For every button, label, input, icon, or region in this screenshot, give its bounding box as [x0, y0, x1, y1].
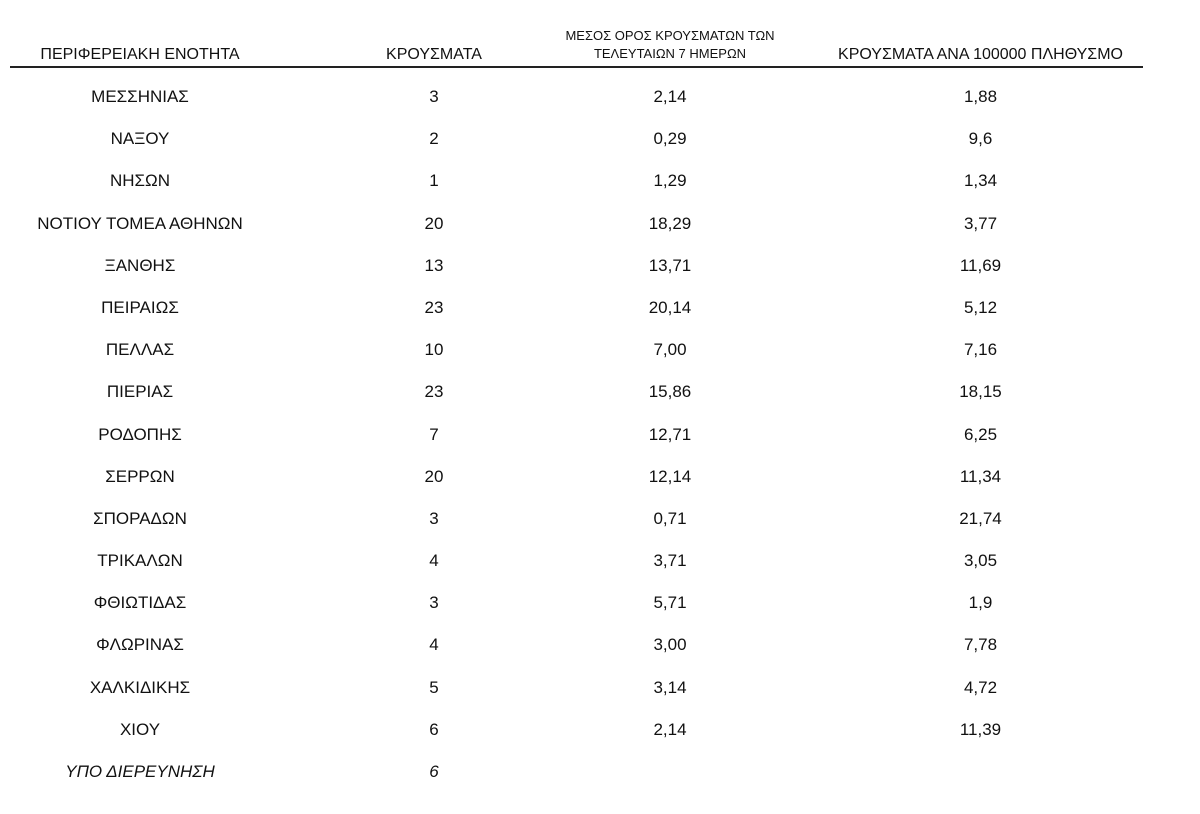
- cell-cases-per-100k: 11,39: [959, 719, 1002, 739]
- cell-avg-7-days: 12,14: [648, 466, 692, 486]
- cell-cases-per-100k: 3,05: [963, 551, 998, 571]
- cell-region: ΥΠΟ ΔΙΕΡΕΥΝΗΣΗ: [65, 762, 215, 781]
- cell-cases: 1: [429, 171, 439, 191]
- table-row: [0, 668, 1200, 710]
- table-row: [0, 625, 1200, 667]
- cell-cases-per-100k: 1,34: [963, 171, 998, 191]
- cell-cases-per-100k: 7,16: [963, 340, 998, 360]
- table-row: [0, 583, 1200, 625]
- header-avg-7-days: [520, 27, 820, 63]
- cell-region: ΝΑΞΟΥ: [110, 129, 170, 149]
- table-row: [0, 415, 1200, 457]
- cell-region: ΠΕΛΛΑΣ: [105, 340, 175, 360]
- cell-cases-per-100k: 9,6: [968, 129, 993, 149]
- cell-cases-per-100k: 11,69: [959, 255, 1002, 275]
- cell-avg-7-days: 15,86: [648, 382, 692, 402]
- header-region: ΠΕΡΙΦΕΡΕΙΑΚΗ ΕΝΟΤΗΤΑ: [40, 46, 240, 63]
- header-cases: ΚΡΟΥΣΜΑΤΑ: [386, 46, 482, 63]
- cell-avg-7-days: 13,71: [648, 255, 692, 275]
- table-row: [0, 499, 1200, 541]
- table-row: [0, 710, 1200, 752]
- table-row: [0, 161, 1200, 203]
- cell-region: ΣΕΡΡΩΝ: [105, 466, 175, 486]
- cell-cases-per-100k: 5,12: [963, 297, 998, 317]
- cell-region: ΦΛΩΡΙΝΑΣ: [96, 635, 184, 655]
- cell-cases: 4: [429, 635, 439, 655]
- cell-cases: 4: [429, 551, 439, 571]
- table-body: [0, 77, 1200, 794]
- table-row: [0, 330, 1200, 372]
- cell-avg-7-days: 3,14: [653, 677, 687, 697]
- cell-region: ΠΕΙΡΑΙΩΣ: [101, 297, 179, 317]
- cell-cases-per-100k: 6,25: [963, 424, 998, 444]
- cell-cases: 5: [429, 677, 439, 697]
- header-avg-line2: ΤΕΛΕΥΤΑΙΩΝ 7 ΗΜΕΡΩΝ: [593, 46, 747, 61]
- cell-cases: 10: [424, 340, 444, 360]
- header-divider: [10, 66, 1143, 68]
- table-row: [0, 288, 1200, 330]
- table-row: [0, 204, 1200, 246]
- header-cases-per-100k: ΚΡΟΥΣΜΑΤΑ ΑΝΑ 100000 ΠΛΗΘΥΣΜΟ: [838, 46, 1123, 63]
- cell-region: ΡΟΔΟΠΗΣ: [98, 424, 182, 444]
- cell-avg-7-days: 0,29: [653, 129, 687, 149]
- header-avg-line1: ΜΕΣΟΣ ΟΡΟΣ ΚΡΟΥΣΜΑΤΩΝ ΤΩΝ: [565, 28, 775, 43]
- cell-region: ΞΑΝΘΗΣ: [104, 255, 176, 275]
- cell-region: ΝΟΤΙΟΥ ΤΟΜΕΑ ΑΘΗΝΩΝ: [37, 213, 243, 233]
- cell-avg-7-days: 18,29: [648, 213, 692, 233]
- cell-cases: 3: [429, 508, 439, 528]
- table-row: [0, 246, 1200, 288]
- cell-region: ΣΠΟΡΑΔΩΝ: [93, 508, 187, 528]
- cell-cases-per-100k: 3,77: [963, 213, 998, 233]
- cell-cases: 23: [424, 382, 444, 402]
- cell-avg-7-days: 3,00: [653, 635, 687, 655]
- cell-cases: 3: [429, 593, 439, 613]
- cell-cases-per-100k: 21,74: [959, 508, 1002, 528]
- cell-avg-7-days: 1,29: [653, 171, 687, 191]
- cell-avg-7-days: 7,00: [653, 340, 687, 360]
- table-row-under-investigation: [0, 752, 1200, 794]
- cell-cases: 7: [429, 424, 439, 444]
- table-row: [0, 372, 1200, 414]
- cell-avg-7-days: 20,14: [648, 297, 692, 317]
- cell-cases: 23: [424, 297, 444, 317]
- cell-region: ΦΘΙΩΤΙΔΑΣ: [93, 593, 187, 613]
- cell-cases: 20: [424, 466, 444, 486]
- cell-cases: 3: [429, 87, 439, 106]
- cell-avg-7-days: 12,71: [648, 424, 692, 444]
- cell-avg-7-days: 5,71: [653, 593, 687, 613]
- cell-cases-per-100k: 7,78: [963, 635, 998, 655]
- table-header: [0, 0, 1200, 70]
- cell-cases-per-100k: 4,72: [963, 677, 998, 697]
- table-row: [0, 119, 1200, 161]
- cell-region: ΝΗΣΩΝ: [109, 171, 171, 191]
- table-row: [0, 77, 1200, 119]
- cell-region: ΜΕΣΣΗΝΙΑΣ: [91, 87, 189, 106]
- cell-avg-7-days: 0,71: [653, 508, 687, 528]
- cell-cases: 2: [429, 129, 439, 149]
- cell-region: ΧΙΟΥ: [119, 719, 161, 739]
- cell-region: ΧΑΛΚΙΔΙΚΗΣ: [89, 677, 191, 697]
- cell-cases: 13: [424, 255, 444, 275]
- cell-region: ΠΙΕΡΙΑΣ: [106, 382, 174, 402]
- cell-avg-7-days: 2,14: [653, 87, 687, 106]
- cell-cases-per-100k: 1,88: [963, 87, 998, 106]
- cell-cases: 20: [424, 213, 444, 233]
- cell-region: ΤΡΙΚΑΛΩΝ: [97, 551, 183, 571]
- cell-cases: 6: [429, 719, 439, 739]
- cell-avg-7-days: 2,14: [653, 719, 687, 739]
- cell-cases: 6: [429, 762, 439, 781]
- table-row: [0, 457, 1200, 499]
- table-row: [0, 541, 1200, 583]
- cell-cases-per-100k: 18,15: [959, 382, 1002, 402]
- cell-cases-per-100k: 11,34: [959, 466, 1002, 486]
- cell-avg-7-days: 3,71: [653, 551, 687, 571]
- cell-cases-per-100k: 1,9: [968, 593, 993, 613]
